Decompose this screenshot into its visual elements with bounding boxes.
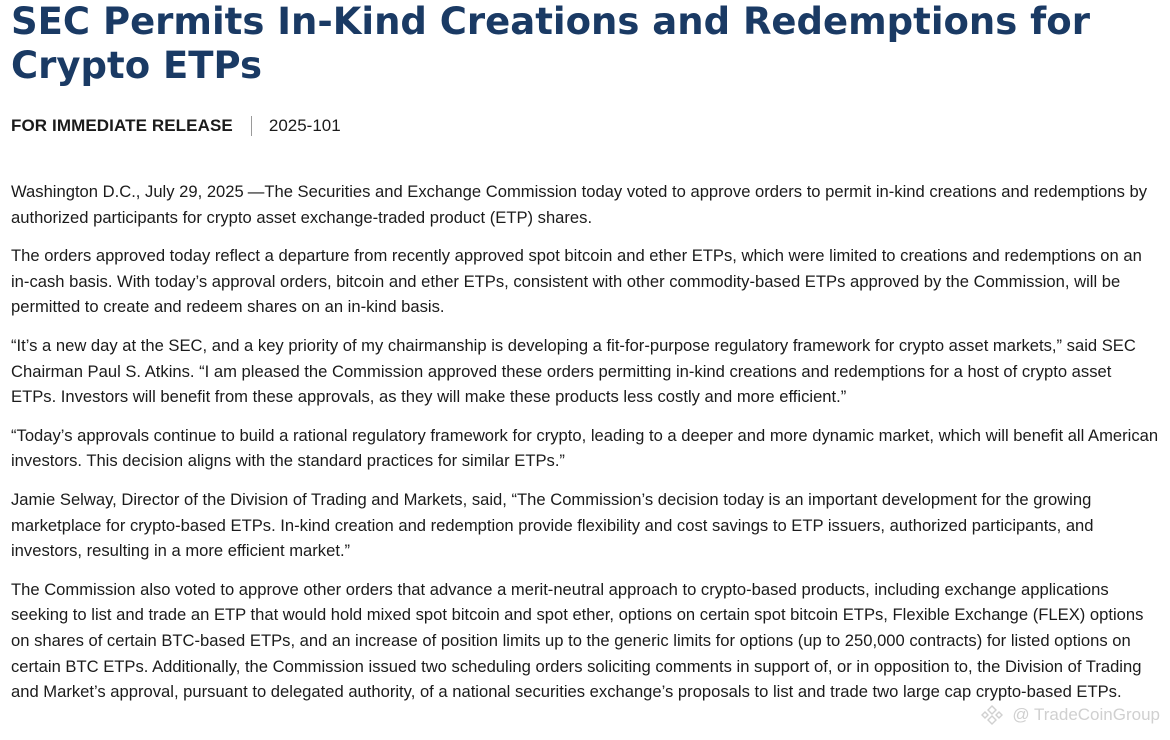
release-divider bbox=[251, 116, 252, 136]
paragraph-3: “It’s a new day at the SEC, and a key priority of my chairmanship is developing a fit-for-purpose regulatory framework for crypto asset markets,” said SEC Chairman Paul S. Atkins. “I am pleased the Commission approved these orders permitting in-kind creations and redemptions for a host of crypto asset ETPs. Investors will benefit from these approvals, as they will make these products less costly and more efficient.” bbox=[11, 335, 1136, 407]
release-number: 2025-101 bbox=[268, 116, 341, 135]
paragraph-4: “Today’s approvals continue to build a rational regulatory framework for crypto, leading to a deeper and more dynamic market, which will benefit all American investors. This decision aligns with the standard practices for similar ETPs.” bbox=[11, 425, 1159, 471]
watermark-text: @ TradeCoinGroup bbox=[1012, 705, 1160, 724]
release-label: FOR IMMEDIATE RELEASE bbox=[11, 116, 233, 135]
paragraph-6: The Commission also voted to approve other orders that advance a merit-neutral approach to crypto-based products, including exchange applications seeking to list and trade an ETP that would hold mixed spot bitcoin and spot ether, options on certain spot bitcoin ETPs, Flexible Exchange (FLEX) options on shares of certain BTC-based ETPs, and an increase of position limits up to the generic limits for options (up to 250,000 contracts) for listed options on certain BTC ETPs. Additionally, the Commission issued two scheduling orders soliciting comments in support of, or in opposition to, the Division of Trading and Market’s approval, pursuant to delegated authority, of a national securities exchange’s proposals to list and trade two large cap crypto-based ETPs. bbox=[11, 579, 1144, 702]
article-body bbox=[11, 179, 1161, 718]
binance-logo-icon bbox=[978, 704, 1006, 726]
paragraph-5: Jamie Selway, Director of the Division of Trading and Markets, said, “The Commission’s decision today is an important development for the growing marketplace for crypto-based ETPs. In-kind creation and redemption provide flexibility and cost savings to ETP issuers, authorized participants, and investors, resulting in a more efficient market.” bbox=[11, 489, 1094, 561]
release-info bbox=[11, 115, 341, 137]
page-title: SEC Permits In-Kind Creations and Redemptions for Crypto ETPs bbox=[11, 0, 1090, 87]
paragraph-1-text: —The Securities and Exchange Commission today voted to approve orders to permit in-kind creations and redemptions by authorized participants for crypto asset exchange-traded product (ETP) shares. bbox=[11, 182, 1148, 227]
paragraph-1 bbox=[11, 179, 1161, 230]
paragraph-2: The orders approved today reflect a departure from recently approved spot bitcoin and ether ETPs, which were limited to creations and redemptions on an in-cash basis. With today’s approval orders, bitcoin and ether ETPs, consistent with other commodity-based ETPs approved by the Commission, will be permitted to create and redeem shares on an in-kind basis. bbox=[11, 246, 1142, 317]
dateline: Washington D.C., July 29, 2025 bbox=[11, 182, 244, 201]
watermark bbox=[978, 704, 1160, 726]
